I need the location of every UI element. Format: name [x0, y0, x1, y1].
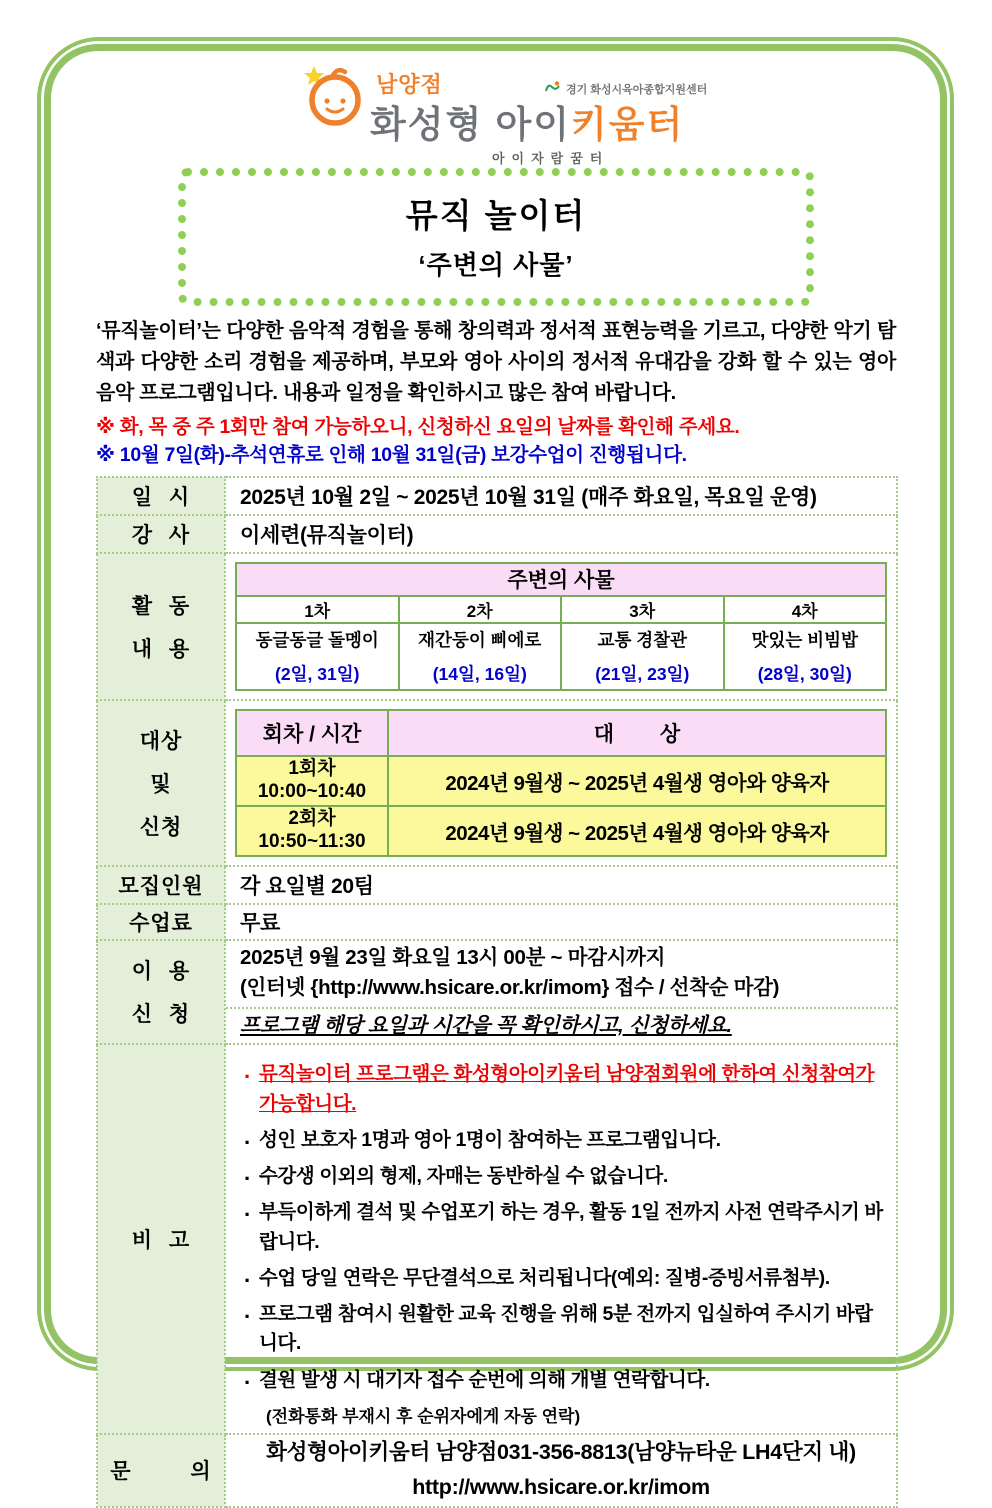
- target-label: 대상 및 신청: [97, 700, 225, 866]
- logo-branch-name: 남양점: [376, 72, 443, 97]
- intro-paragraph: ‘뮤직놀이터’는 다양한 음악적 경험을 통해 창의력과 정서적 표현능력을 기르고, 다양한 악기 탐색과 다양한 소리 경험을 제공하며, 부모와 영아 사이의 정서적 유대감을 강화 할 수 있는 영아 음악 프로그램입니다. 내용과 일정을 확인하시고 많은 참여 바랍니다.: [96, 320, 896, 404]
- session-header: 3차: [561, 596, 724, 623]
- target-cell: 2024년 9월생 ~ 2025년 4월생 영아와 양육자: [388, 806, 886, 856]
- session-header: 4차: [724, 596, 887, 623]
- title-box: [178, 168, 814, 306]
- contact-content: [225, 1434, 897, 1507]
- program-subtitle: ‘주변의 사물’: [418, 250, 574, 280]
- activity-cell: [561, 623, 724, 690]
- row-target: [97, 700, 897, 866]
- activity-title: 재간둥이 삐에로: [418, 629, 542, 650]
- date-label: 일 시: [97, 477, 225, 515]
- note-item: · 부득이하게 결석 및 수업포기 하는 경우, 활동 1일 전까지 사전 연락주시기 바랍니다.: [242, 1198, 886, 1257]
- row-fee: [97, 904, 897, 940]
- session-time-cell: 2회차 10:50~11:30: [236, 806, 388, 856]
- poster-content: [96, 56, 896, 1508]
- capacity-value: 각 요일별 20팀: [225, 866, 897, 904]
- activity-cell: [399, 623, 562, 690]
- apply-label: 이 용 신 청: [97, 940, 225, 1045]
- target-row: [236, 806, 886, 856]
- logo-header: [96, 56, 896, 166]
- row-contact: [97, 1434, 897, 1507]
- fee-value: 무료: [225, 904, 897, 940]
- row-activity: [97, 553, 897, 700]
- activity-dates: (14일, 16일): [432, 663, 527, 684]
- session-time-cell: 1회차 10:00~10:40: [236, 756, 388, 806]
- note-highlight: · 뮤직놀이터 프로그램은 화성형아이키움터 남양점회원에 한하여 신청참여가 가능합니다.: [242, 1060, 886, 1119]
- note-item: · 성인 보호자 1명과 영아 1명이 참여하는 프로그램입니다.: [242, 1126, 886, 1155]
- apply-period: 2025년 9월 23일 화요일 13시 00분 ~ 마감시까지: [240, 945, 666, 969]
- activity-title: 맛있는 비빔밥: [751, 629, 858, 650]
- activity-theme: 주변의 사물: [236, 563, 886, 596]
- contact-label: 문 의: [97, 1434, 225, 1507]
- contact-url: http://www.hsicare.or.kr/imom: [412, 1475, 710, 1500]
- teacher-value: 이세련(뮤직놀이터): [225, 515, 897, 553]
- logo-subtitle: 아이자람꿈터: [492, 151, 610, 166]
- date-value: 2025년 10월 2일 ~ 2025년 10월 31일 (매주 화요일, 목요일 운영): [225, 477, 897, 515]
- fee-label: 수업료: [97, 904, 225, 940]
- apply-method: (인터넷 {http://www.hsicare.or.kr/imom} 접수 / 선착순 마감): [240, 976, 780, 1000]
- activity-schedule-table: [235, 562, 887, 691]
- notice-blue: ※ 10월 7일(화)-추석연휴로 인해 10월 31일(금) 보강수업이 진행됩니다.: [96, 444, 687, 467]
- activity-title: 교통 경찰관: [597, 629, 687, 650]
- row-note: [97, 1044, 897, 1434]
- notice-red: ※ 화, 목 중 주 1회만 참여 가능하오니, 신청하신 요일의 날짜를 확인해 주세요.: [96, 416, 740, 438]
- note-item: · 프로그램 참여시 원활한 교육 진행을 위해 5분 전까지 입실하여 주시기 바랍니다.: [242, 1300, 886, 1359]
- note-item: · 수강생 이외의 형제, 자매는 동반하실 수 없습니다.: [242, 1162, 886, 1191]
- program-info-table: [96, 476, 898, 1508]
- logo-title-orange: 키움터: [571, 104, 685, 145]
- contact-phone: 화성형아이키움터 남양점031-356-8813(남양뉴타운 LH4단지 내): [266, 1439, 856, 1464]
- activity-label: 활 동 내 용: [97, 553, 225, 700]
- target-table: [235, 709, 887, 857]
- apply-content: [225, 940, 897, 1045]
- session-header: 2차: [399, 596, 562, 623]
- session-header: 1차: [236, 596, 399, 623]
- row-apply: [97, 940, 897, 1045]
- note-subnote: (전화통화 부재시 후 순위자에게 자동 연락): [266, 1406, 581, 1426]
- note-content: [225, 1044, 897, 1434]
- row-capacity: [97, 866, 897, 904]
- target-col2-header: 대 상: [388, 710, 886, 756]
- target-col1-header: 회차 / 시간: [236, 710, 388, 756]
- note-label: 비 고: [97, 1044, 225, 1434]
- activity-content: [225, 553, 897, 700]
- row-teacher: [97, 515, 897, 553]
- activity-dates: (21일, 23일): [595, 663, 690, 684]
- swirl-icon: [544, 80, 562, 98]
- target-cell: 2024년 9월생 ~ 2025년 4월생 영아와 양육자: [388, 756, 886, 806]
- logo-title-gray: 화성형 아이: [370, 104, 571, 145]
- activity-dates: (2일, 31일): [275, 663, 360, 684]
- logo-title: [370, 94, 684, 148]
- capacity-label: 모집인원: [97, 866, 225, 904]
- activity-cell: [724, 623, 887, 690]
- brand-face-icon: [300, 62, 366, 133]
- activity-title: 동글동글 돌멩이: [255, 629, 379, 650]
- activity-dates: (28일, 30일): [757, 663, 852, 684]
- partner-org-name: 경기 화성시육아종합지원센터: [566, 84, 708, 96]
- row-date: [97, 477, 897, 515]
- activity-cell: [236, 623, 399, 690]
- target-content: [225, 700, 897, 866]
- apply-caution: 프로그램 해당 요일과 시간을 꼭 확인하시고, 신청하세요.: [226, 1007, 896, 1042]
- program-title: 뮤직 놀이터: [405, 197, 587, 234]
- target-row: [236, 756, 886, 806]
- note-item: · 수업 당일 연락은 무단결석으로 처리됩니다(예외: 질병-증빙서류첨부).: [242, 1264, 886, 1293]
- teacher-label: 강 사: [97, 515, 225, 553]
- note-item: · 결원 발생 시 대기자 접수 순번에 의해 개별 연락합니다.: [242, 1366, 886, 1395]
- partner-org: [544, 80, 707, 98]
